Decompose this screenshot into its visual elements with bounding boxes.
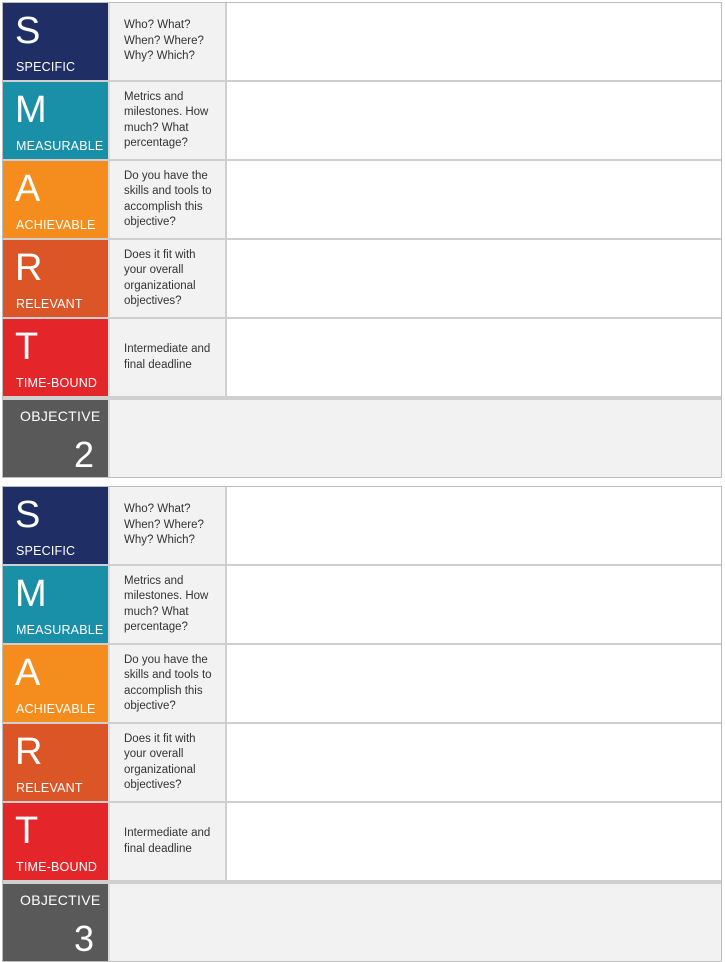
letter-a: A bbox=[15, 652, 41, 694]
smart-row-specific bbox=[3, 3, 721, 82]
answer-field-achievable[interactable] bbox=[227, 161, 721, 238]
answer-field-time-bound[interactable] bbox=[227, 803, 721, 880]
question-time-bound: Intermediate and final deadline bbox=[108, 803, 227, 880]
label-measurable: MEASURABLE bbox=[16, 623, 104, 637]
answer-field-measurable[interactable] bbox=[227, 566, 721, 643]
letter-t: T bbox=[15, 810, 39, 852]
label-relevant: RELEVANT bbox=[16, 781, 83, 795]
smart-row-time-bound bbox=[3, 803, 721, 882]
smart-row-measurable bbox=[3, 82, 721, 161]
label-time-bound: TIME-BOUND bbox=[16, 860, 98, 874]
answer-field-time-bound[interactable] bbox=[227, 319, 721, 396]
smart-row-achievable bbox=[3, 161, 721, 240]
answer-field-achievable[interactable] bbox=[227, 645, 721, 722]
question-relevant: Does it fit with your overall organizational objectives? bbox=[108, 240, 227, 317]
objective-label: OBJECTIVE bbox=[20, 892, 101, 908]
letter-m: M bbox=[15, 573, 47, 615]
measurable-header bbox=[3, 566, 108, 643]
label-achievable: ACHIEVABLE bbox=[16, 218, 96, 232]
label-measurable: MEASURABLE bbox=[16, 139, 104, 153]
achievable-header bbox=[3, 161, 108, 238]
label-time-bound: TIME-BOUND bbox=[16, 376, 98, 390]
achievable-header bbox=[3, 645, 108, 722]
letter-r: R bbox=[15, 247, 43, 289]
specific-header bbox=[3, 487, 108, 564]
label-specific: SPECIFIC bbox=[16, 544, 76, 558]
smart-row-achievable bbox=[3, 645, 721, 724]
question-measurable: Metrics and milestones. How much? What percentage? bbox=[108, 566, 227, 643]
label-specific: SPECIFIC bbox=[16, 60, 76, 74]
question-relevant: Does it fit with your overall organizational objectives? bbox=[108, 724, 227, 801]
objective-row bbox=[3, 398, 721, 477]
question-time-bound: Intermediate and final deadline bbox=[108, 319, 227, 396]
smart-block-objective-2 bbox=[2, 2, 722, 478]
letter-r: R bbox=[15, 731, 43, 773]
smart-row-relevant bbox=[3, 240, 721, 319]
time-bound-header bbox=[3, 803, 108, 880]
letter-m: M bbox=[15, 89, 47, 131]
answer-field-relevant[interactable] bbox=[227, 240, 721, 317]
specific-header bbox=[3, 3, 108, 80]
label-relevant: RELEVANT bbox=[16, 297, 83, 311]
letter-a: A bbox=[15, 168, 41, 210]
relevant-header bbox=[3, 724, 108, 801]
letter-t: T bbox=[15, 326, 39, 368]
smart-block-objective-3 bbox=[2, 486, 722, 962]
smart-row-time-bound bbox=[3, 319, 721, 398]
question-achievable: Do you have the skills and tools to accomplish this objective? bbox=[108, 645, 227, 722]
smart-row-specific bbox=[3, 487, 721, 566]
answer-field-measurable[interactable] bbox=[227, 82, 721, 159]
time-bound-header bbox=[3, 319, 108, 396]
relevant-header bbox=[3, 240, 108, 317]
objective-header bbox=[3, 884, 108, 961]
question-achievable: Do you have the skills and tools to accomplish this objective? bbox=[108, 161, 227, 238]
smart-row-relevant bbox=[3, 724, 721, 803]
answer-field-relevant[interactable] bbox=[227, 724, 721, 801]
smart-row-measurable bbox=[3, 566, 721, 645]
letter-s: S bbox=[15, 10, 41, 52]
objective-row bbox=[3, 882, 721, 961]
objective-field[interactable] bbox=[108, 884, 721, 961]
objective-label: OBJECTIVE bbox=[20, 408, 101, 424]
objective-header bbox=[3, 400, 108, 477]
objective-number: 3 bbox=[73, 918, 94, 959]
question-specific: Who? What? When? Where? Why? Which? bbox=[108, 487, 227, 564]
question-measurable: Metrics and milestones. How much? What percentage? bbox=[108, 82, 227, 159]
answer-field-specific[interactable] bbox=[227, 487, 721, 564]
answer-field-specific[interactable] bbox=[227, 3, 721, 80]
label-achievable: ACHIEVABLE bbox=[16, 702, 96, 716]
letter-s: S bbox=[15, 494, 41, 536]
measurable-header bbox=[3, 82, 108, 159]
objective-field[interactable] bbox=[108, 400, 721, 477]
objective-number: 2 bbox=[73, 434, 94, 475]
question-specific: Who? What? When? Where? Why? Which? bbox=[108, 3, 227, 80]
